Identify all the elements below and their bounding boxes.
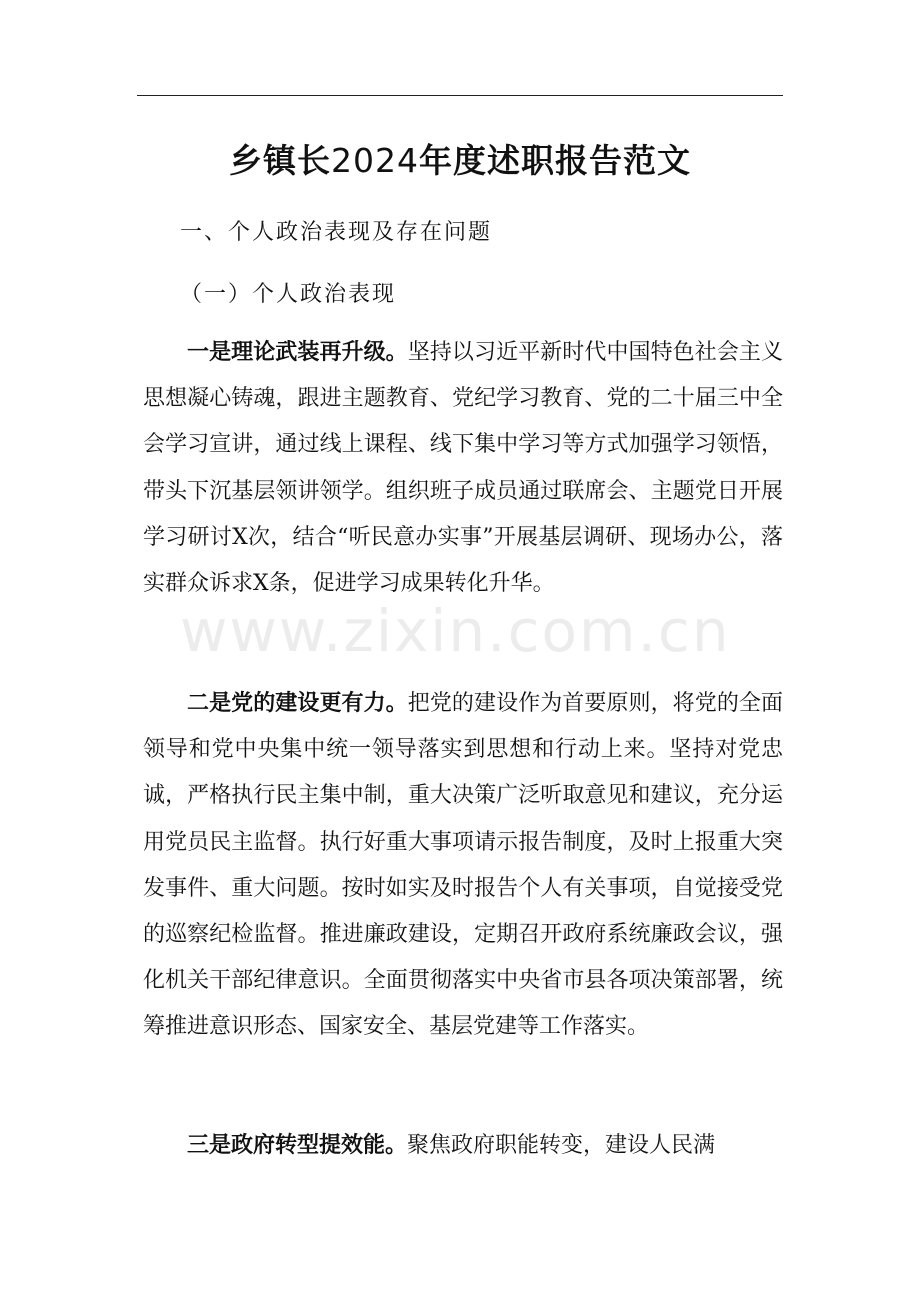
paragraph-lead: 一是理论武装再升级。 xyxy=(187,340,408,365)
document-title xyxy=(137,136,783,186)
paragraph-party-building xyxy=(143,681,783,1051)
paragraph-body: 把党的建设作为首要原则，将党的全面领导和党中央集中统一领导落实到思想和行动上来。坚持对党忠诚，严格执行民主集中制，重大决策广泛听取意见和建议，充分运用党员民主监督。执行好重大事项请示报告制度，及时上报重大突发事件、重大问题。按时如实及时报告个人有关事项，自觉接受党的巡察纪检监督。推进廉政建设，定期召开政府系统廉政会议，强化机关干部纪律意识。全面贯彻落实中央省市县各项决策部署，统筹推进意识形态、国家安全、基层党建等工作落实。 xyxy=(143,691,783,1040)
paragraph-theory xyxy=(143,330,783,607)
title-prefix: 乡镇长 xyxy=(229,141,331,180)
paragraph-lead: 三是政府转型提效能。 xyxy=(187,1133,408,1158)
paragraph-body: 聚焦政府职能转变，建设人民满 xyxy=(407,1133,716,1158)
header-rule xyxy=(137,95,783,96)
title-suffix: 年度述职报告范文 xyxy=(418,141,691,180)
paragraph-lead: 二是党的建设更有力。 xyxy=(187,691,408,716)
watermark: www.zixin.com.cn xyxy=(180,597,731,665)
title-year: 2024 xyxy=(331,141,419,180)
section-heading: 一、个人政治表现及存在问题 xyxy=(180,220,493,245)
subsection-heading: （一）个人政治表现 xyxy=(180,282,397,307)
paragraph-government xyxy=(143,1123,783,1169)
paragraph-body: 坚持以习近平新时代中国特色社会主义思想凝心铸魂，跟进主题教育、党纪学习教育、党的二十届三中全会学习宣讲，通过线上课程、线下集中学习等方式加强学习领悟，带头下沉基层领讲领学。组织班子成员通过联席会、主题党日开展学习研讨X次，结合“听民意办实事”开展基层调研、现场办公，落实群众诉求X条，促进学习成果转化升华。 xyxy=(143,340,783,597)
